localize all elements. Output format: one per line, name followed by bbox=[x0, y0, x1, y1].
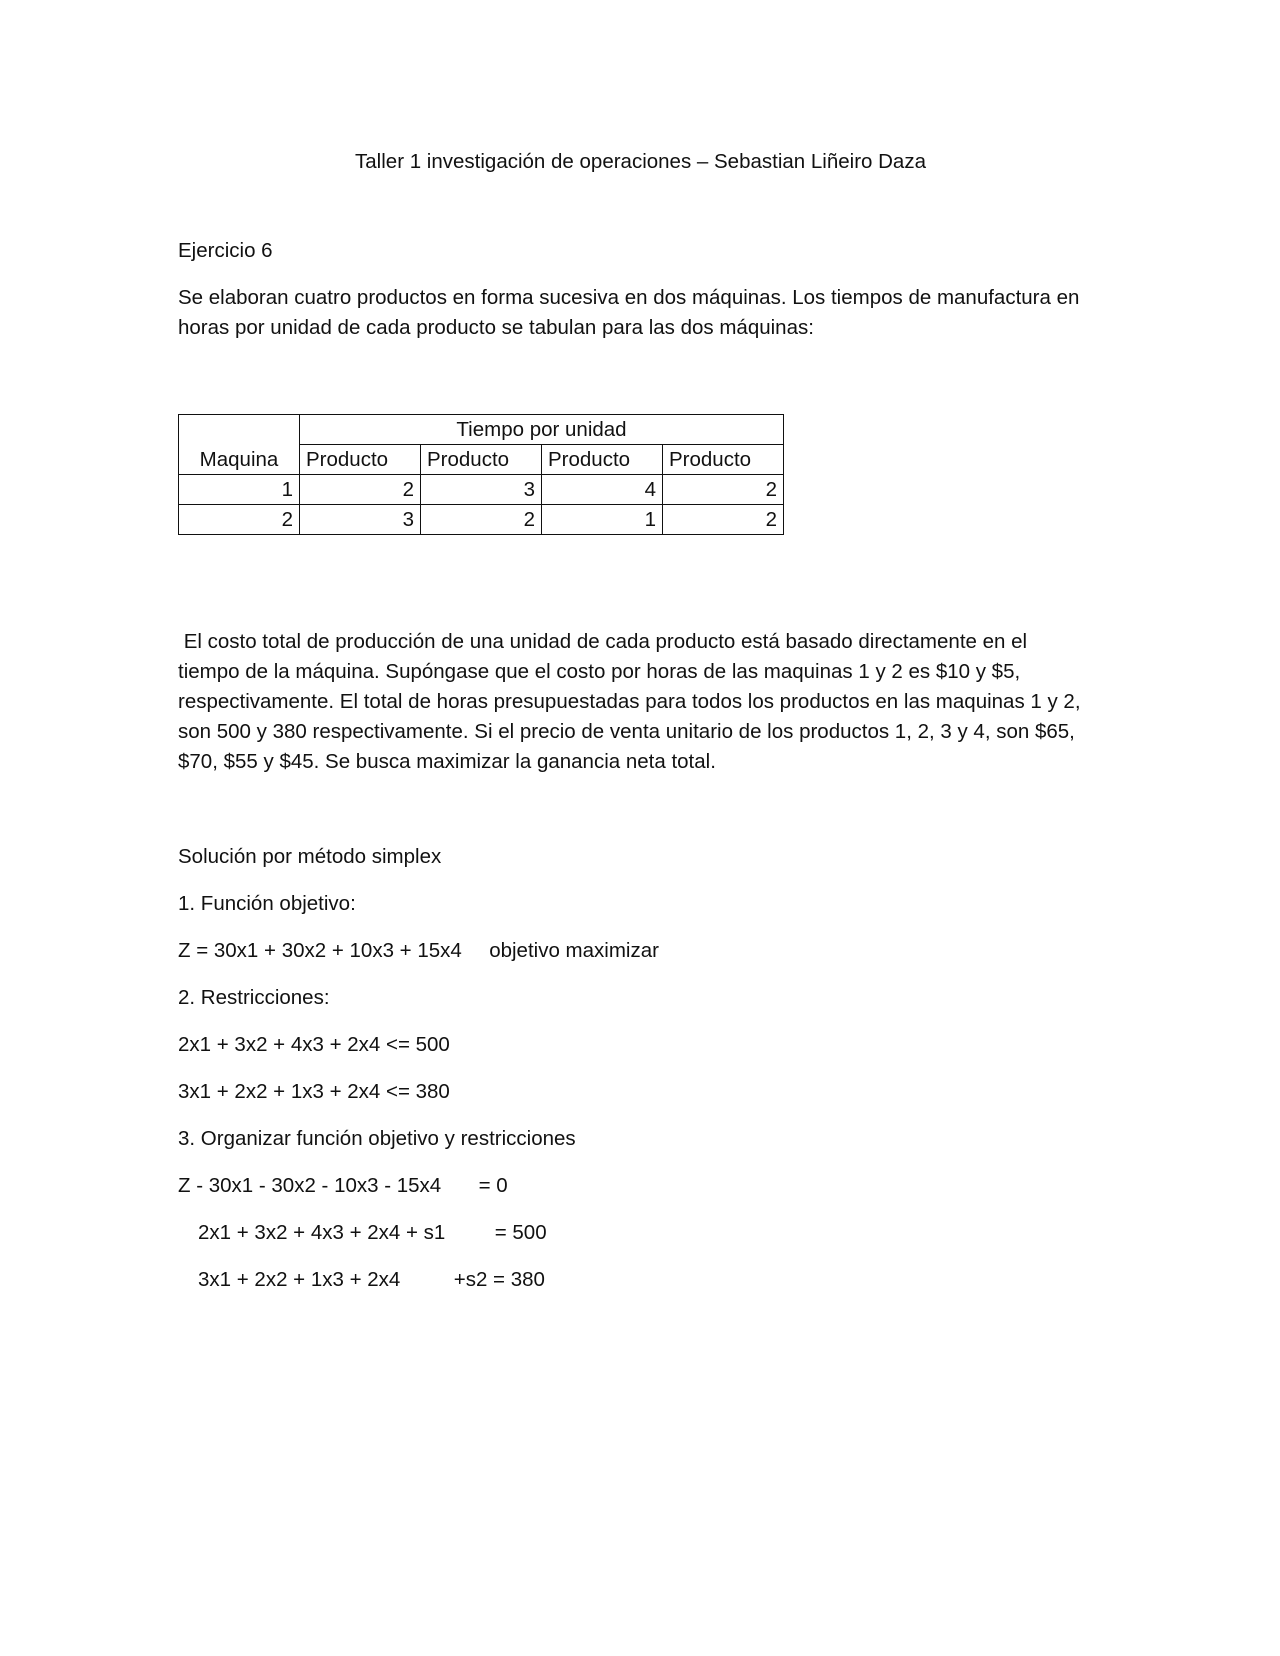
manufacturing-times-table bbox=[178, 414, 784, 535]
table-cell: 2 bbox=[421, 505, 542, 535]
constraint-2: 3x1 + 2x2 + 1x3 + 2x4 <= 380 bbox=[178, 1080, 450, 1103]
machine-id-cell: 2 bbox=[179, 505, 300, 535]
objective-function bbox=[178, 936, 659, 967]
step-1-heading: 1. Función objetivo: bbox=[178, 892, 356, 915]
cost-paragraph-line-1: El costo total de producción de una unidad de cada producto está basado directamente en el bbox=[178, 630, 1028, 653]
step-3-heading: 3. Organizar función objetivo y restricciones bbox=[178, 1127, 576, 1150]
product-header: Producto bbox=[300, 445, 421, 475]
table-row bbox=[179, 505, 784, 535]
objective-expression: Z = 30x1 + 30x2 + 10x3 + 15x4 bbox=[178, 939, 462, 962]
equation-right: = 0 bbox=[478, 1174, 508, 1197]
table-header-row bbox=[179, 415, 784, 445]
table-cell: 2 bbox=[300, 475, 421, 505]
table-row bbox=[179, 475, 784, 505]
standard-form-constraint-2 bbox=[198, 1265, 545, 1296]
table-cell: 3 bbox=[300, 505, 421, 535]
table-cell: 4 bbox=[542, 475, 663, 505]
machine-id-cell: 1 bbox=[179, 475, 300, 505]
document-title: Taller 1 investigación de operaciones – Sebastian Liñeiro Daza bbox=[355, 150, 926, 173]
product-header: Producto bbox=[663, 445, 784, 475]
constraint-1: 2x1 + 3x2 + 4x3 + 2x4 <= 500 bbox=[178, 1033, 450, 1056]
table-cell: 2 bbox=[663, 475, 784, 505]
table-cell: 1 bbox=[542, 505, 663, 535]
cost-paragraph-line-5: $70, $55 y $45. Se busca maximizar la ganancia neta total. bbox=[178, 750, 716, 773]
product-header: Producto bbox=[421, 445, 542, 475]
equation-right: = 500 bbox=[494, 1221, 547, 1244]
solution-heading: Solución por método simplex bbox=[178, 845, 442, 868]
cost-paragraph-line-4: son 500 y 380 respectivamente. Si el precio de venta unitario de los productos 1, 2, 3 y 4, son $65, bbox=[178, 720, 1075, 743]
objective-note: objetivo maximizar bbox=[489, 939, 659, 962]
machine-column-header: Maquina bbox=[179, 415, 300, 475]
equation-left: Z - 30x1 - 30x2 - 10x3 - 15x4 bbox=[178, 1174, 442, 1197]
product-header: Producto bbox=[542, 445, 663, 475]
cost-paragraph-line-2: tiempo de la máquina. Supóngase que el costo por horas de las maquinas 1 y 2 es $10 y $5, bbox=[178, 660, 1021, 683]
intro-line-1: Se elaboran cuatro productos en forma sucesiva en dos máquinas. Los tiempos de manufactura en bbox=[178, 286, 1080, 309]
intro-line-2: horas por unidad de cada producto se tabulan para las dos máquinas: bbox=[178, 316, 814, 339]
table-cell: 2 bbox=[663, 505, 784, 535]
step-2-heading: 2. Restricciones: bbox=[178, 986, 330, 1009]
cost-paragraph-line-3: respectivamente. El total de horas presupuestadas para todos los productos en las maquinas 1 y 2, bbox=[178, 690, 1081, 713]
time-per-unit-header: Tiempo por unidad bbox=[300, 415, 784, 445]
document-page bbox=[178, 0, 1103, 1656]
equation-left: 3x1 + 2x2 + 1x3 + 2x4 bbox=[198, 1268, 401, 1291]
equation-left: 2x1 + 3x2 + 4x3 + 2x4 + s1 bbox=[198, 1221, 446, 1244]
table-cell: 3 bbox=[421, 475, 542, 505]
exercise-heading: Ejercicio 6 bbox=[178, 239, 273, 262]
equation-right: +s2 = 380 bbox=[453, 1268, 545, 1291]
standard-form-objective bbox=[178, 1171, 508, 1202]
standard-form-constraint-1 bbox=[198, 1218, 547, 1249]
